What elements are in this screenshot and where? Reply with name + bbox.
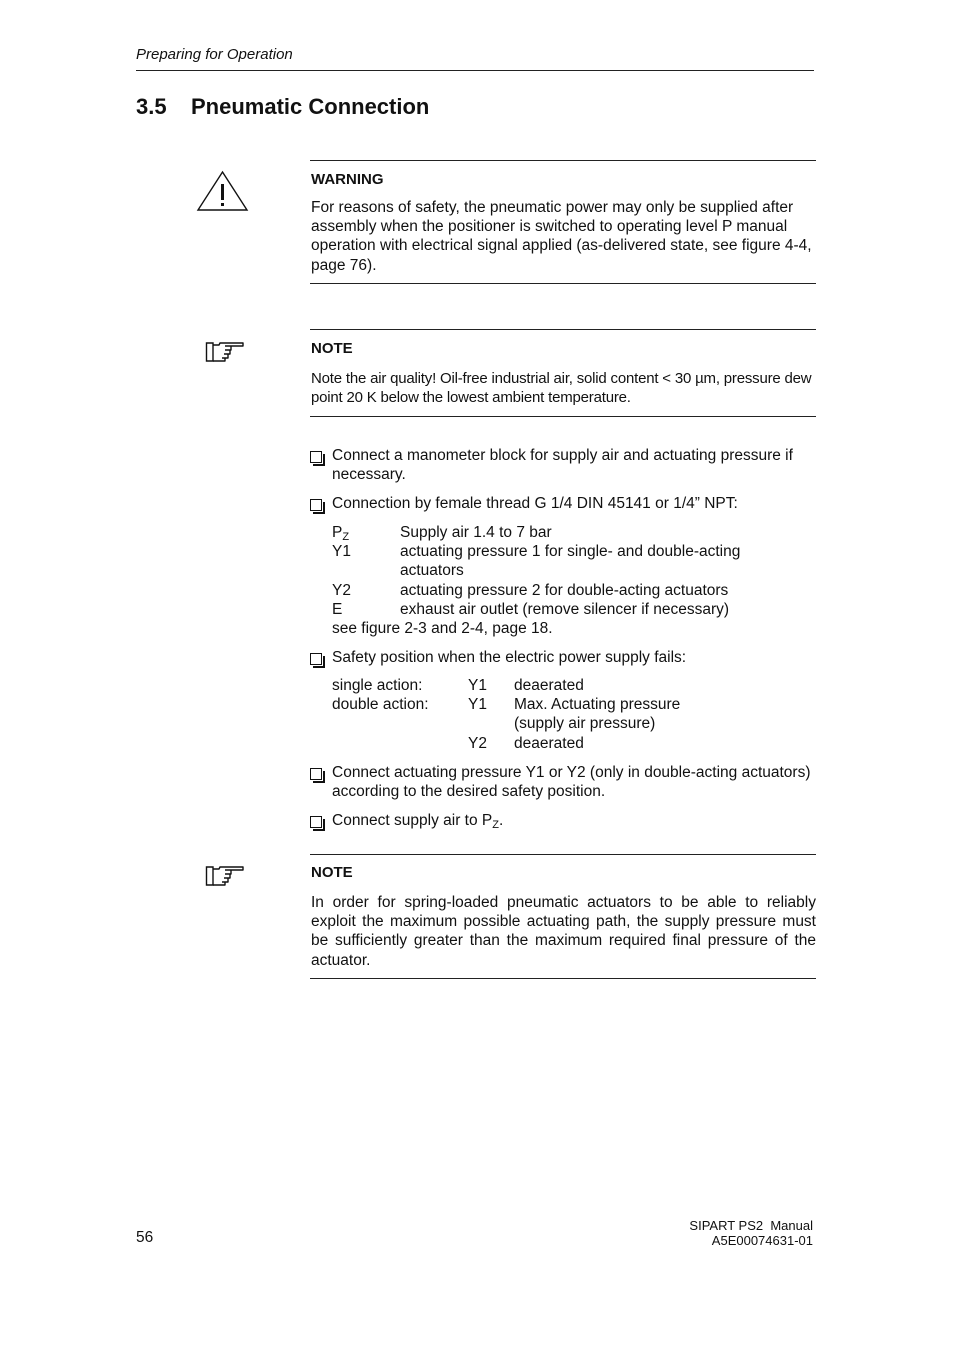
warning-top-rule xyxy=(310,160,816,161)
warning-text: For reasons of safety, the pneumatic power may only be supplied after assembly when the positioner is switched to operating level P manual operation with electrical signal applied (as-delivered state, see figure 4-4, page 76). xyxy=(311,199,812,274)
safety-double-state1-cont: (supply air pressure) xyxy=(514,715,656,732)
safety-single-port: Y1 xyxy=(468,677,487,694)
note1-text: Note the air quality! Oil-free industrial air, solid content < 30 µm, pressure dew point 20 K below the lowest ambient temperature. xyxy=(311,370,812,407)
safety-double-label: double action: xyxy=(332,696,429,713)
port-desc-y1: actuating pressure 1 for single- and double-acting xyxy=(400,543,741,560)
checkbox-manometer xyxy=(310,451,322,463)
port-desc-y1-cont: actuators xyxy=(400,562,464,579)
section-heading xyxy=(136,94,429,120)
note2-bottom-rule xyxy=(310,978,816,979)
note1-top-rule xyxy=(310,329,816,330)
safety-double-port2: Y2 xyxy=(468,735,487,752)
safety-double-state2: deaerated xyxy=(514,735,584,752)
port-desc-e: exhaust air outlet (remove silencer if necessary) xyxy=(400,601,730,618)
header-rule xyxy=(136,70,814,71)
item-connect-supply: Connect supply air to $P_Z$. xyxy=(332,812,504,831)
doc-number: A5E00074631-01 xyxy=(711,1233,813,1248)
checkbox-connect-actuating xyxy=(310,768,322,780)
note1-title: NOTE xyxy=(311,340,353,357)
note1-bottom-rule xyxy=(310,416,816,417)
safety-single-label: single action: xyxy=(332,677,423,694)
item-connection: Connection by female thread G 1/4 DIN 45141 or 1/4” NPT: xyxy=(332,495,738,512)
note2-text: In order for spring-loaded pneumatic actuators to be able to reliably exploit the maximum possible actuating path, the supply pressure must be sufficiently greater than the maximum required final pressure of the actuator. xyxy=(311,894,816,969)
port-desc-pz: Supply air 1.4 to 7 bar xyxy=(400,524,552,541)
warning-triangle-icon xyxy=(196,170,249,212)
section-title: Pneumatic Connection xyxy=(191,94,430,119)
port-code-y1: Y1 xyxy=(332,543,351,560)
safety-double-port1: Y1 xyxy=(468,696,487,713)
checkbox-safety xyxy=(310,653,322,665)
safety-double-state1: Max. Actuating pressure xyxy=(514,696,681,713)
port-desc-y2: actuating pressure 2 for double-acting actuators xyxy=(400,582,729,599)
safety-single-state: deaerated xyxy=(514,677,584,694)
pointing-hand-icon xyxy=(205,341,245,363)
item-manometer: Connect a manometer block for supply air and actuating pressure if necessary. xyxy=(332,447,793,484)
warning-bottom-rule xyxy=(310,283,816,284)
note2-top-rule xyxy=(310,854,816,855)
section-number: 3.5 xyxy=(136,94,167,119)
checkbox-connection xyxy=(310,499,322,511)
pointing-hand-icon xyxy=(205,865,245,887)
item-connect-actuating: Connect actuating pressure Y1 or Y2 (only in double-acting actuators) according to the desired safety position. xyxy=(332,764,811,801)
running-header: Preparing for Operation xyxy=(136,46,293,63)
footer-doc-info xyxy=(689,1218,813,1248)
warning-title: WARNING xyxy=(311,171,384,188)
port-code-y2: Y2 xyxy=(332,582,351,599)
port-code-pz: $P_Z$ xyxy=(332,524,350,543)
see-figure-ref: see figure 2-3 and 2-4, page 18. xyxy=(332,620,553,637)
item-safety: Safety position when the electric power supply fails: xyxy=(332,649,687,666)
page-number: 56 xyxy=(136,1229,154,1246)
port-code-e: E xyxy=(332,601,343,618)
note2-title: NOTE xyxy=(311,864,353,881)
checkbox-connect-supply xyxy=(310,816,322,828)
manual-title: SIPART PS2 Manual xyxy=(689,1218,813,1233)
